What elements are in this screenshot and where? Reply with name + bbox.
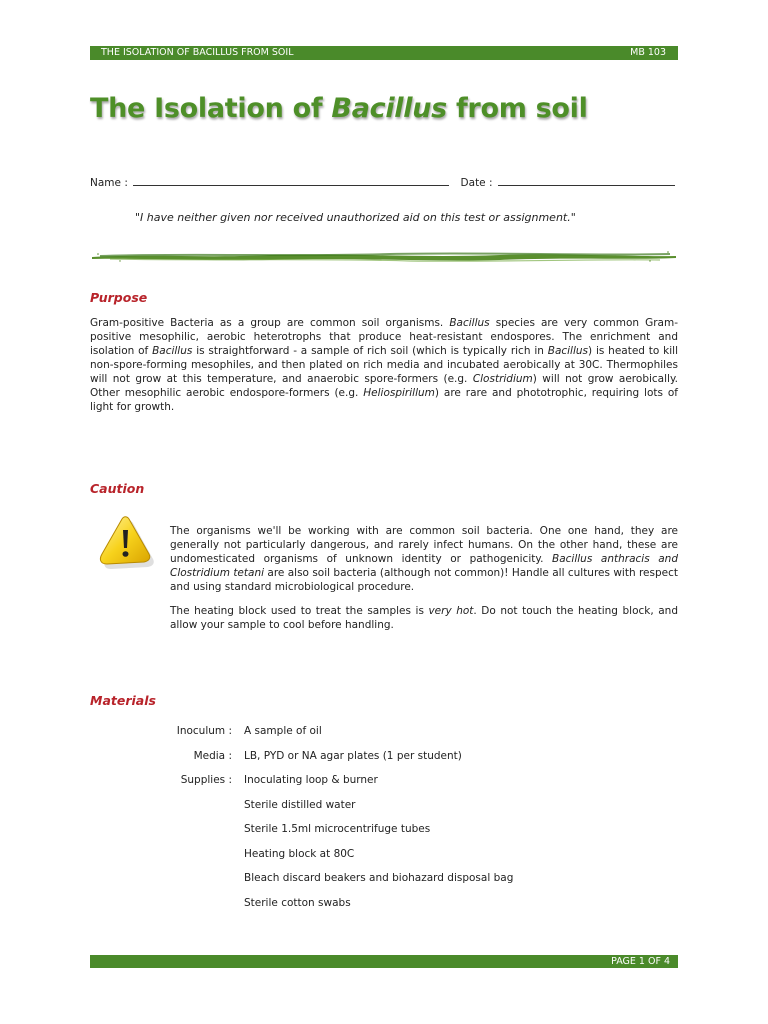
materials-list (170, 725, 513, 921)
inoculum-value: A sample of oil (244, 725, 322, 737)
inoculum-label: Inoculum : (176, 725, 232, 737)
supply-item: Bleach discard beakers and biohazard disposal bag (244, 872, 514, 884)
name-date-line (90, 175, 678, 189)
date-label: Date : (460, 177, 493, 189)
page-title (90, 93, 588, 124)
title-part-2: from soil (446, 93, 588, 124)
materials-row-supply (170, 872, 513, 897)
header-course-title: THE ISOLATION OF BACILLUS FROM SOIL (101, 47, 294, 58)
title-genus: Bacillus (331, 93, 447, 124)
supplies-label: Supplies : (180, 774, 232, 786)
supply-item: Sterile cotton swabs (244, 896, 351, 909)
caution-paragraph-1: The organisms we'll be working with are common soil bacteria. One one hand, they are generally not particularly dangerous, and rarely infect humans. On the other hand, these are undomesticated organisms of unknown identity or pathogenicity. Bacillus anthracis and Clostridium tetani are also soil bacteria (although not common)! Handle all cultures with respect and using standard microbiological procedure. (170, 524, 679, 593)
materials-row-media (170, 750, 513, 775)
honor-statement: "I have neither given nor received unauthorized aid on this test or assignment." (135, 211, 576, 224)
purpose-heading: Purpose (90, 290, 148, 305)
caution-text (170, 513, 678, 643)
materials-heading: Materials (90, 693, 156, 708)
page-number: PAGE 1 OF 4 (611, 956, 670, 967)
supply-item: Heating block at 80C (244, 847, 355, 860)
caution-paragraph-2: The heating block used to treat the samples is very hot. Do not touch the heating block, and allow your sample to cool before handling. (170, 605, 678, 631)
materials-row-supply (170, 799, 513, 824)
date-field[interactable] (498, 175, 675, 186)
media-label: Media : (193, 749, 232, 762)
supply-item: Sterile 1.5ml microcentrifuge tubes (244, 823, 431, 835)
materials-row-supplies (170, 774, 513, 799)
brush-stroke-divider (90, 248, 678, 264)
name-label: Name : (90, 177, 128, 189)
name-field[interactable] (133, 175, 449, 186)
materials-row-inoculum (170, 725, 513, 750)
header-bar (90, 46, 678, 60)
footer-bar (90, 955, 678, 968)
materials-row-supply (170, 823, 513, 848)
materials-row-supply (170, 848, 513, 873)
supply-item: Inoculating loop & burner (244, 774, 378, 786)
caution-heading: Caution (90, 481, 145, 496)
warning-icon (96, 514, 154, 570)
title-part-1: The Isolation of (90, 93, 332, 124)
materials-row-supply (170, 897, 513, 922)
purpose-paragraph: Gram-positive Bacteria as a group are common soil organisms. Bacillus species are very common Gram-positive mesophilic, aerobic heterotrophs that produce heat-resistant endospores. The enrichment and isolation of Bacillus is straightforward - a sample of rich soil (which is typically rich in Bacillus) is heated to kill non-spore-forming mesophiles, and then plated on rich media and incubated aerobically at 30C. Thermophiles will not grow at this temperature, and anaerobic spore-formers (e.g. Clostridium) will not grow aerobically. Other mesophilic aerobic endospore-formers (e.g. Heliospirillum) are rare and phototrophic, requiring lots of light for growth. (90, 317, 679, 413)
header-course-code: MB 103 (630, 47, 666, 58)
media-value: LB, PYD or NA agar plates (1 per student) (244, 749, 462, 762)
supply-item: Sterile distilled water (244, 798, 356, 811)
